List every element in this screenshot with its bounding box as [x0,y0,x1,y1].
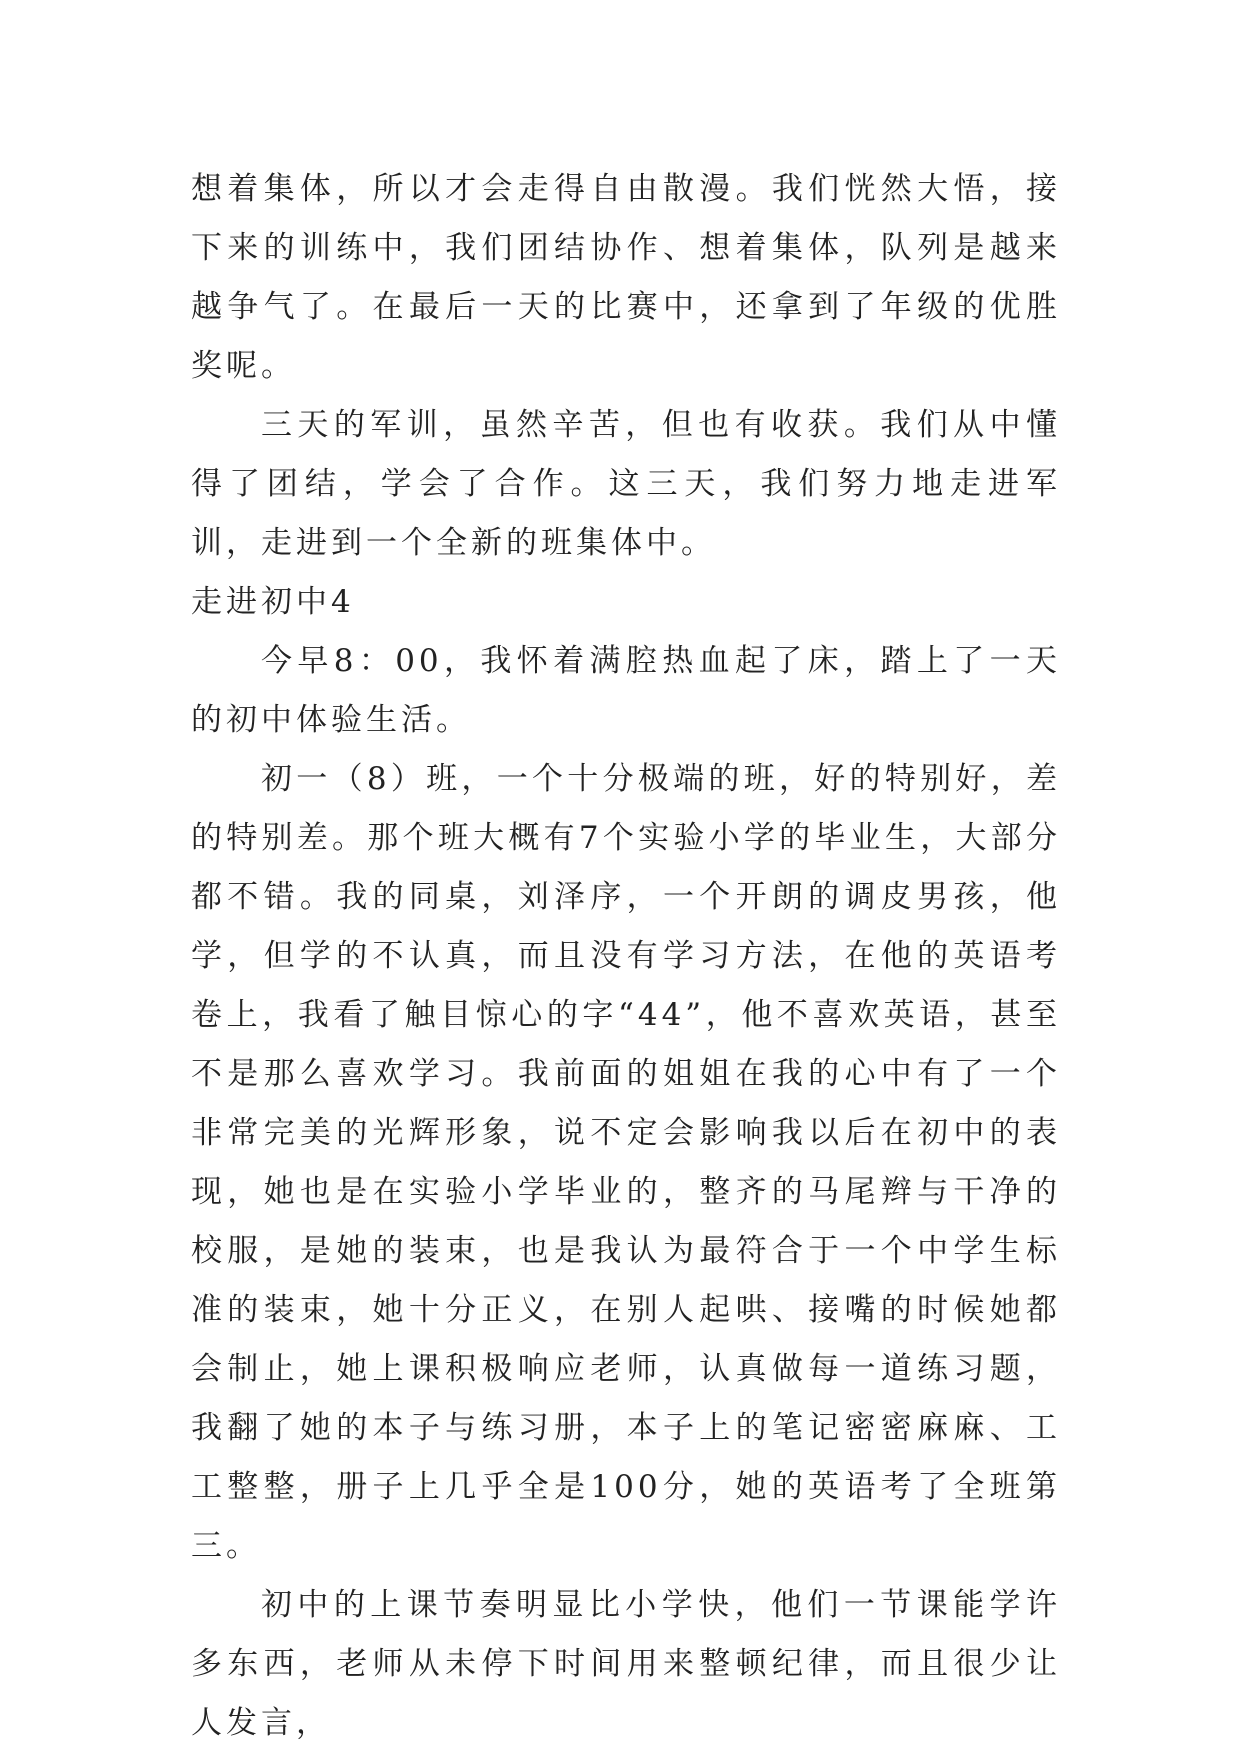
paragraph-5: 初中的上课节奏明显比小学快，他们一节课能学许多东西，老师从未停下时间用来整顿纪律，而且很少让人发言， [191,1587,1061,1741]
paragraph-2: 三天的军训，虽然辛苦，但也有收获。我们从中懂得了团结，学会了合作。这三天，我们努力地走进军训，走进到一个全新的班集体中。 [191,407,1061,561]
paragraph-3: 今早8：00，我怀着满腔热血起了床，踏上了一天的初中体验生活。 [191,643,1061,738]
paragraph-4: 初一（8）班，一个十分极端的班，好的特别好，差的特别差。那个班大概有7个实验小学的毕业生，大部分都不错。我的同桌，刘泽序，一个开朗的调皮男孩，他学，但学的不认真，而且没有学习方法，在他的英语考卷上，我看了触目惊心的字“44”，他不喜欢英语，甚至不是那么喜欢学习。我前面的姐姐在我的心中有了一个非常完美的光辉形象，说不定会影响我以后在初中的表现，她也是在实验小学毕业的，整齐的马尾辫与干净的校服，是她的装束，也是我认为最符合于一个中学生标准的装束，她十分正义，在别人起哄、接嘴的时候她都会制止，她上课积极响应老师，认真做每一道练习题，我翻了她的本子与练习册，本子上的笔记密密麻麻、工工整整，册子上几乎全是100分，她的英语考了全班第三。 [191,761,1061,1564]
document-body [191,160,1061,1753]
section-heading: 走进初中4 [191,584,355,620]
paragraph-1: 想着集体，所以才会走得自由散漫。我们恍然大悟，接下来的训练中，我们团结协作、想着集体，队列是越来越争气了。在最后一天的比赛中，还拿到了年级的优胜奖呢。 [191,171,1061,384]
